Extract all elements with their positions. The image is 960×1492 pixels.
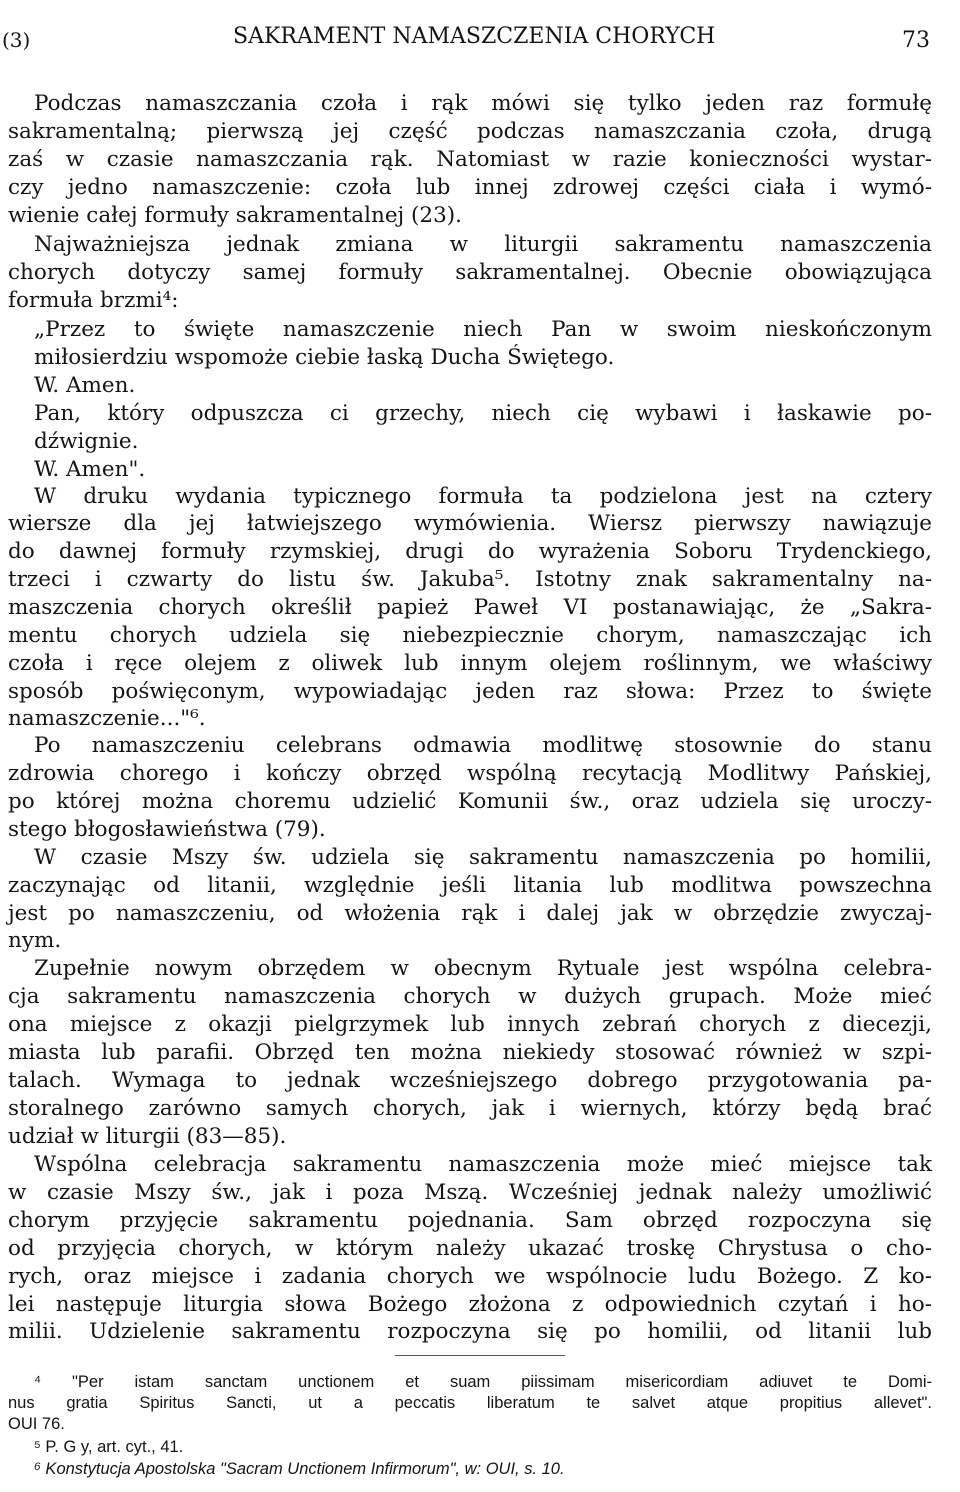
body-line: Wspólna celebracja sakramentu namaszczenia może mieć miejsce tak: [34, 1152, 932, 1177]
body-line: Podczas namaszczania czoła i rąk mówi się tylko jeden raz formułę: [34, 91, 932, 116]
body-line: w czasie Mszy św., jak i poza Mszą. Wcześniej jednak należy umożliwić: [8, 1180, 932, 1205]
body-line: Zupełnie nowym obrzędem w obecnym Rytuale jest wspólna celebra-: [34, 956, 932, 981]
body-line: miasta lub parafii. Obrzęd ten można niekiedy stosować również w szpi-: [8, 1040, 932, 1065]
footnote-divider: [395, 1355, 565, 1356]
body-line: rych, oraz miejsce i zadania chorych we wspólnocie ludu Bożego. Z ko-: [8, 1264, 932, 1289]
body-line: namaszczenie..."⁶.: [8, 706, 206, 731]
quote-line: W. Amen.: [34, 373, 136, 398]
body-line: mentu chorych udziela się niebezpiecznie chorym, namaszczając ich: [8, 623, 932, 648]
body-line: czy jedno namaszczenie: czoła lub innej zdrowej części ciała i wymó-: [8, 175, 932, 200]
body-line: nym.: [8, 928, 62, 953]
body-line: czoła i ręce olejem z oliwek lub innym olejem roślinnym, we właściwy: [8, 651, 932, 676]
body-line: maszczenia chorych określił papież Paweł VI postanawiając, że „Sakra-: [8, 595, 932, 620]
quote-line: Pan, który odpuszcza ci grzechy, niech cię wybawi i łaskawie po-: [34, 401, 932, 426]
body-line: wiersze dla jej łatwiejszego wymówienia. Wiersz pierwszy nawiązuje: [8, 511, 932, 536]
body-line: W druku wydania typicznego formuła ta podzielona jest na cztery: [34, 484, 932, 509]
body-line: W czasie Mszy św. udziela się sakramentu namaszczenia po homilii,: [34, 845, 932, 870]
body-line: talach. Wymaga to jednak wcześniejszego dobrego przygotowania pa-: [8, 1068, 932, 1093]
section-number: (3): [2, 28, 31, 52]
body-line: udział w liturgii (83—85).: [8, 1124, 287, 1149]
footnote-line: nus gratia Spiritus Sancti, ut a peccatis liberatum te salvet atque propitius allevet".: [8, 1394, 932, 1412]
body-line: sposób poświęconym, wypowiadając jeden raz słowa: Przez to święte: [8, 679, 932, 704]
body-line: stego błogosławieństwa (79).: [8, 817, 326, 842]
footnote-line: ⁶ Konstytucja Apostolska "Sacram Unctionem Infirmorum", w: OUI, s. 10.: [34, 1460, 565, 1478]
body-line: lei następuje liturgia słowa Bożego złożona z odpowiednich czytań i ho-: [8, 1292, 932, 1317]
body-line: ona miejsce z okazji pielgrzymek lub innych zebrań chorych z diecezji,: [8, 1012, 932, 1037]
body-line: chorych dotyczy samej formuły sakramentalnej. Obecnie obowiązująca: [8, 260, 932, 285]
quote-line: dźwignie.: [34, 429, 139, 454]
running-header: [0, 22, 960, 56]
body-line: storalnego zarówno samych chorych, jak i wiernych, którzy będą brać: [8, 1096, 932, 1121]
body-line: od przyjęcia chorych, w którym należy ukazać troskę Chrystusa o cho-: [8, 1236, 932, 1261]
body-line: formuła brzmi⁴:: [8, 288, 179, 313]
quote-line: W. Amen".: [34, 457, 146, 482]
body-line: chorym przyjęcie sakramentu pojednania. Sam obrzęd rozpoczyna się: [8, 1208, 932, 1233]
body-line: Najważniejsza jednak zmiana w liturgii sakramentu namaszczenia: [34, 232, 932, 257]
body-line: Po namaszczeniu celebrans odmawia modlitwę stosownie do stanu: [34, 733, 932, 758]
body-line: jest po namaszczeniu, od włożenia rąk i dalej jak w obrzędzie zwyczaj-: [8, 901, 932, 926]
page-number: 73: [902, 28, 930, 53]
body-line: po której można choremu udzielić Komunii św., oraz udziela się uroczy-: [8, 789, 932, 814]
body-line: do dawnej formuły rzymskiej, drugi do wyrażenia Soboru Trydenckiego,: [8, 539, 932, 564]
body-line: zdrowia chorego i kończy obrzęd wspólną recytacją Modlitwy Pańskiej,: [8, 761, 932, 786]
quote-line: „Przez to święte namaszczenie niech Pan w swoim nieskończonym: [34, 317, 932, 342]
body-line: sakramentalną; pierwszą jej część podczas namaszczania czoła, drugą: [8, 119, 932, 144]
footnote-line: OUI 76.: [8, 1415, 65, 1433]
body-line: zaś w czasie namaszczania rąk. Natomiast w razie konieczności wystar-: [8, 147, 932, 172]
body-line: trzeci i czwarty do listu św. Jakuba⁵. Istotny znak sakramentalny na-: [8, 567, 932, 592]
running-title: SAKRAMENT NAMASZCZENIA CHORYCH: [233, 24, 716, 49]
quote-line: miłosierdziu wspomoże ciebie łaską Ducha Świętego.: [34, 345, 615, 370]
body-line: cja sakramentu namaszczenia chorych w dużych grupach. Może mieć: [8, 984, 932, 1009]
body-line: wienie całej formuły sakramentalnej (23).: [8, 203, 463, 228]
footnote-line: ⁴ "Per istam sanctam unctionem et suam piissimam misericordiam adiuvet te Domi-: [34, 1373, 932, 1391]
footnote-line: ⁵ P. G y, art. cyt., 41.: [34, 1438, 184, 1456]
body-line: milii. Udzielenie sakramentu rozpoczyna się po homilii, od litanii lub: [8, 1319, 932, 1344]
body-line: zaczynając od litanii, względnie jeśli litania lub modlitwa powszechna: [8, 873, 932, 898]
